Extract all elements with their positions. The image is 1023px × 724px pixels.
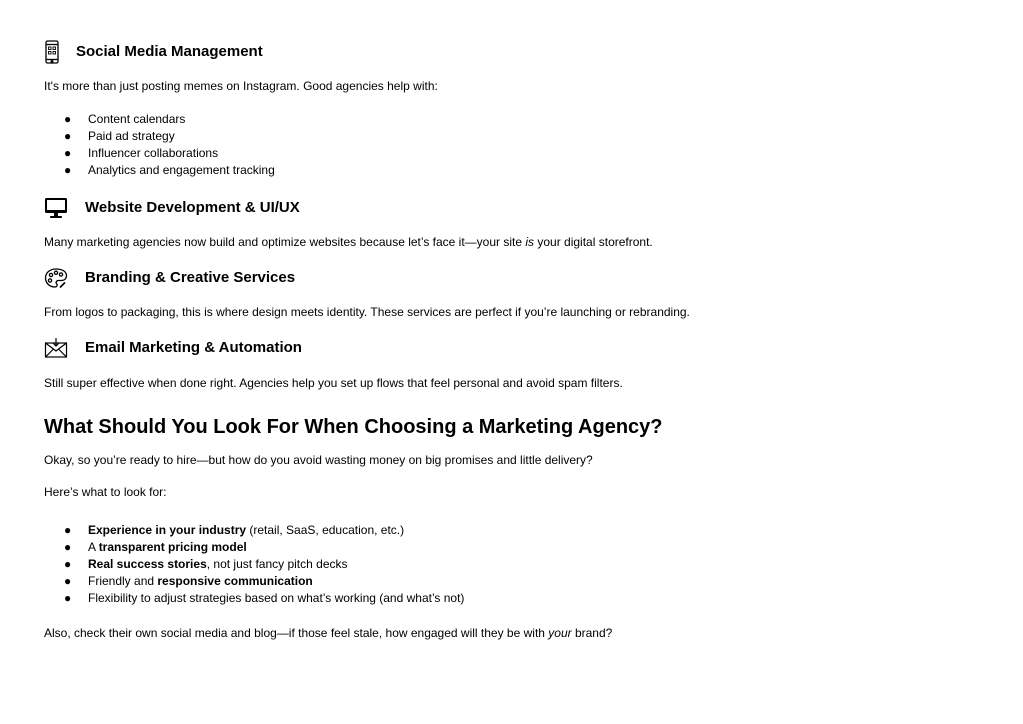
lead-paragraph: Here’s what to look for: bbox=[44, 485, 167, 499]
desktop-computer-icon bbox=[44, 197, 68, 219]
bullet-icon: ● bbox=[64, 591, 72, 605]
section-body: It's more than just posting memes on Instagram. Good agencies help with: bbox=[44, 79, 438, 93]
intro-paragraph: Okay, so you’re ready to hire—but how do you avoid wasting money on big promises and little delivery? bbox=[44, 453, 593, 467]
section-title: Branding & Creative Services bbox=[85, 269, 296, 286]
list-item: ● A transparent pricing model bbox=[64, 540, 247, 554]
section-heading-social-media bbox=[44, 40, 263, 64]
bullet-icon: ● bbox=[64, 540, 72, 554]
list-item: ● Friendly and responsive communication bbox=[64, 574, 313, 588]
criteria-list bbox=[44, 522, 464, 607]
section-title: Website Development & UI/UX bbox=[85, 199, 300, 216]
list-item: ● Analytics and engagement tracking bbox=[64, 163, 275, 177]
list-item: ● Experience in your industry (retail, SaaS, education, etc.) bbox=[64, 523, 405, 537]
bullet-icon: ● bbox=[64, 146, 72, 160]
envelope-icon bbox=[44, 337, 68, 359]
bullet-icon: ● bbox=[64, 523, 72, 537]
artist-palette-icon bbox=[44, 267, 68, 289]
list-item: ● Influencer collaborations bbox=[64, 146, 219, 160]
list-item: ● Content calendars bbox=[64, 112, 186, 126]
heading-choosing-agency: What Should You Look For When Choosing a Marketing Agency? bbox=[44, 416, 663, 438]
section-heading-email-marketing bbox=[44, 337, 302, 359]
section-heading-website-development bbox=[44, 197, 300, 219]
section-title: Email Marketing & Automation bbox=[85, 339, 302, 356]
closing-paragraph: Also, check their own social media and blog—if those feel stale, how engaged will they be with your brand? bbox=[44, 626, 613, 640]
section-title: Social Media Management bbox=[76, 43, 263, 60]
section-body: Many marketing agencies now build and optimize websites because let’s face it—your site is your digital storefront. bbox=[44, 235, 653, 249]
bullet-icon: ● bbox=[64, 557, 72, 571]
bullet-icon: ● bbox=[64, 129, 72, 143]
section-body: From logos to packaging, this is where design meets identity. These services are perfect if you’re launching or rebranding. bbox=[44, 305, 690, 319]
section-heading-branding bbox=[44, 267, 295, 289]
list-item: ● Real success stories, not just fancy pitch decks bbox=[64, 557, 348, 571]
bullet-icon: ● bbox=[64, 574, 72, 588]
list-item: ● Flexibility to adjust strategies based on what’s working (and what’s not) bbox=[64, 591, 465, 605]
list-item: ● Paid ad strategy bbox=[64, 129, 175, 143]
section-body: Still super effective when done right. Agencies help you set up flows that feel personal and avoid spam filters. bbox=[44, 376, 623, 390]
mobile-phone-icon bbox=[44, 40, 60, 64]
bullet-icon: ● bbox=[64, 112, 72, 126]
bullet-icon: ● bbox=[64, 163, 72, 177]
bullet-list bbox=[44, 111, 275, 179]
